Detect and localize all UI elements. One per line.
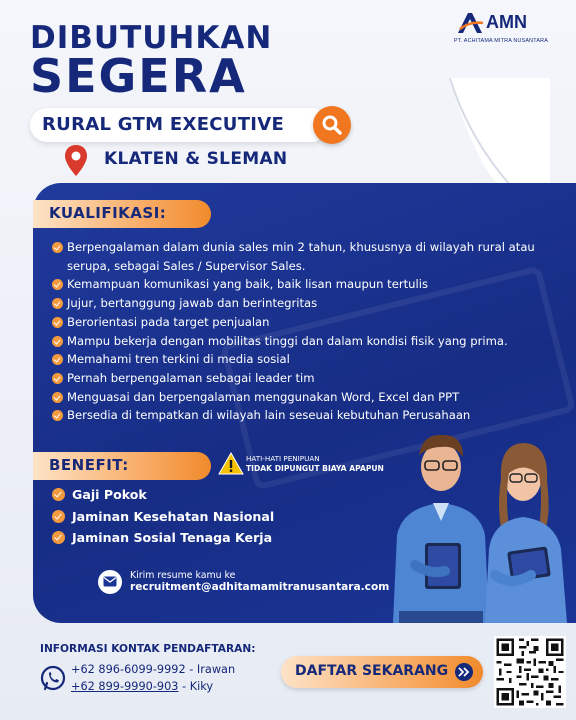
register-now-button[interactable] bbox=[281, 656, 483, 688]
check-icon bbox=[52, 242, 63, 253]
check-icon bbox=[52, 488, 65, 501]
phone-1-number: +62 896-6099-9992 bbox=[71, 663, 186, 676]
qualifications-list bbox=[52, 238, 572, 425]
whatsapp-icon bbox=[40, 665, 66, 691]
benefits-list bbox=[52, 484, 282, 549]
benefits-tag bbox=[33, 452, 211, 480]
phone-2-number: +62 899-9990-903 bbox=[71, 680, 179, 693]
list-item: Jaminan Sosial Tenaga Kerja bbox=[52, 527, 282, 549]
qualifications-title: KUALIFIKASI: bbox=[49, 204, 167, 222]
headline-line2: SEGERA bbox=[30, 49, 247, 103]
headline-line1: DIBUTUHKAN bbox=[30, 20, 273, 56]
warning-line1: HATI-HATI PENIPUAN bbox=[246, 454, 320, 463]
list-item: Bersedia di tempatkan di wilayah lain seseuai kebutuhan Perusahaan bbox=[52, 406, 572, 425]
check-icon bbox=[52, 298, 63, 309]
logo-name: AMN bbox=[486, 12, 527, 32]
list-item: Menguasai dan berpengalaman menggunakan Word, Excel dan PPT bbox=[52, 388, 572, 407]
check-icon bbox=[52, 279, 63, 290]
phone-2-name: - Kiky bbox=[178, 680, 214, 693]
phone-1-name: - Irawan bbox=[185, 663, 236, 676]
check-icon bbox=[52, 410, 63, 421]
search-button[interactable] bbox=[313, 106, 351, 144]
check-icon bbox=[52, 336, 63, 347]
contact-title: INFORMASI KONTAK PENDAFTARAN: bbox=[40, 643, 256, 655]
list-item: Kemampuan komunikasi yang baik, baik lisan maupun tertulis bbox=[52, 275, 572, 294]
check-icon bbox=[52, 531, 65, 544]
staff-illustration bbox=[385, 425, 576, 623]
check-icon bbox=[52, 392, 63, 403]
benefits-title: BENEFIT: bbox=[49, 456, 129, 474]
list-item: Berpengalaman dalam dunia sales min 2 tahun, khususnya di wilayah rural atau serupa, sebagai Sales / Supervisor Sales. bbox=[52, 238, 572, 275]
job-title-pill bbox=[30, 108, 320, 142]
check-icon bbox=[52, 373, 63, 384]
company-logo bbox=[450, 8, 568, 48]
resume-text: Kirim resume kamu ke bbox=[130, 570, 236, 581]
qualifications-tag bbox=[33, 200, 211, 228]
phone-2[interactable] bbox=[71, 680, 213, 693]
job-location: KLATEN & SLEMAN bbox=[104, 149, 288, 169]
list-item: Jujur, bertanggung jawab dan berintegritas bbox=[52, 294, 572, 313]
list-item: Gaji Pokok bbox=[52, 484, 282, 506]
double-chevron-right-icon bbox=[455, 663, 473, 681]
qr-code[interactable] bbox=[494, 636, 566, 708]
list-item: Mampu bekerja dengan mobilitas tinggi dan dalam kondisi fisik yang prima. bbox=[52, 332, 572, 351]
search-icon bbox=[321, 114, 343, 136]
list-item: Memahami tren terkini di media sosial bbox=[52, 350, 572, 369]
register-now-label: DAFTAR SEKARANG bbox=[295, 663, 449, 679]
phone-1[interactable] bbox=[71, 663, 235, 676]
list-item: Berorientasi pada target penjualan bbox=[52, 313, 572, 332]
check-icon bbox=[52, 354, 63, 365]
job-title: RURAL GTM EXECUTIVE bbox=[42, 114, 285, 135]
check-icon bbox=[52, 317, 63, 328]
list-item: Jaminan Kesehatan Nasional bbox=[52, 506, 282, 528]
check-icon bbox=[52, 510, 65, 523]
list-item: Pernah berpengalaman sebagai leader tim bbox=[52, 369, 572, 388]
warning-icon bbox=[218, 452, 244, 476]
location-pin-icon bbox=[64, 145, 88, 177]
mail-icon bbox=[98, 570, 122, 594]
logo-subtitle: PT. ACHITAMA MITRA NUSANTARA bbox=[454, 38, 549, 44]
logo-a-icon bbox=[456, 11, 484, 35]
resume-instruction bbox=[98, 568, 398, 598]
warning-line2: TIDAK DIPUNGUT BIAYA APAPUN bbox=[246, 464, 384, 473]
resume-email-link[interactable]: recruitment@adhitamamitranusantara.com bbox=[130, 581, 390, 593]
